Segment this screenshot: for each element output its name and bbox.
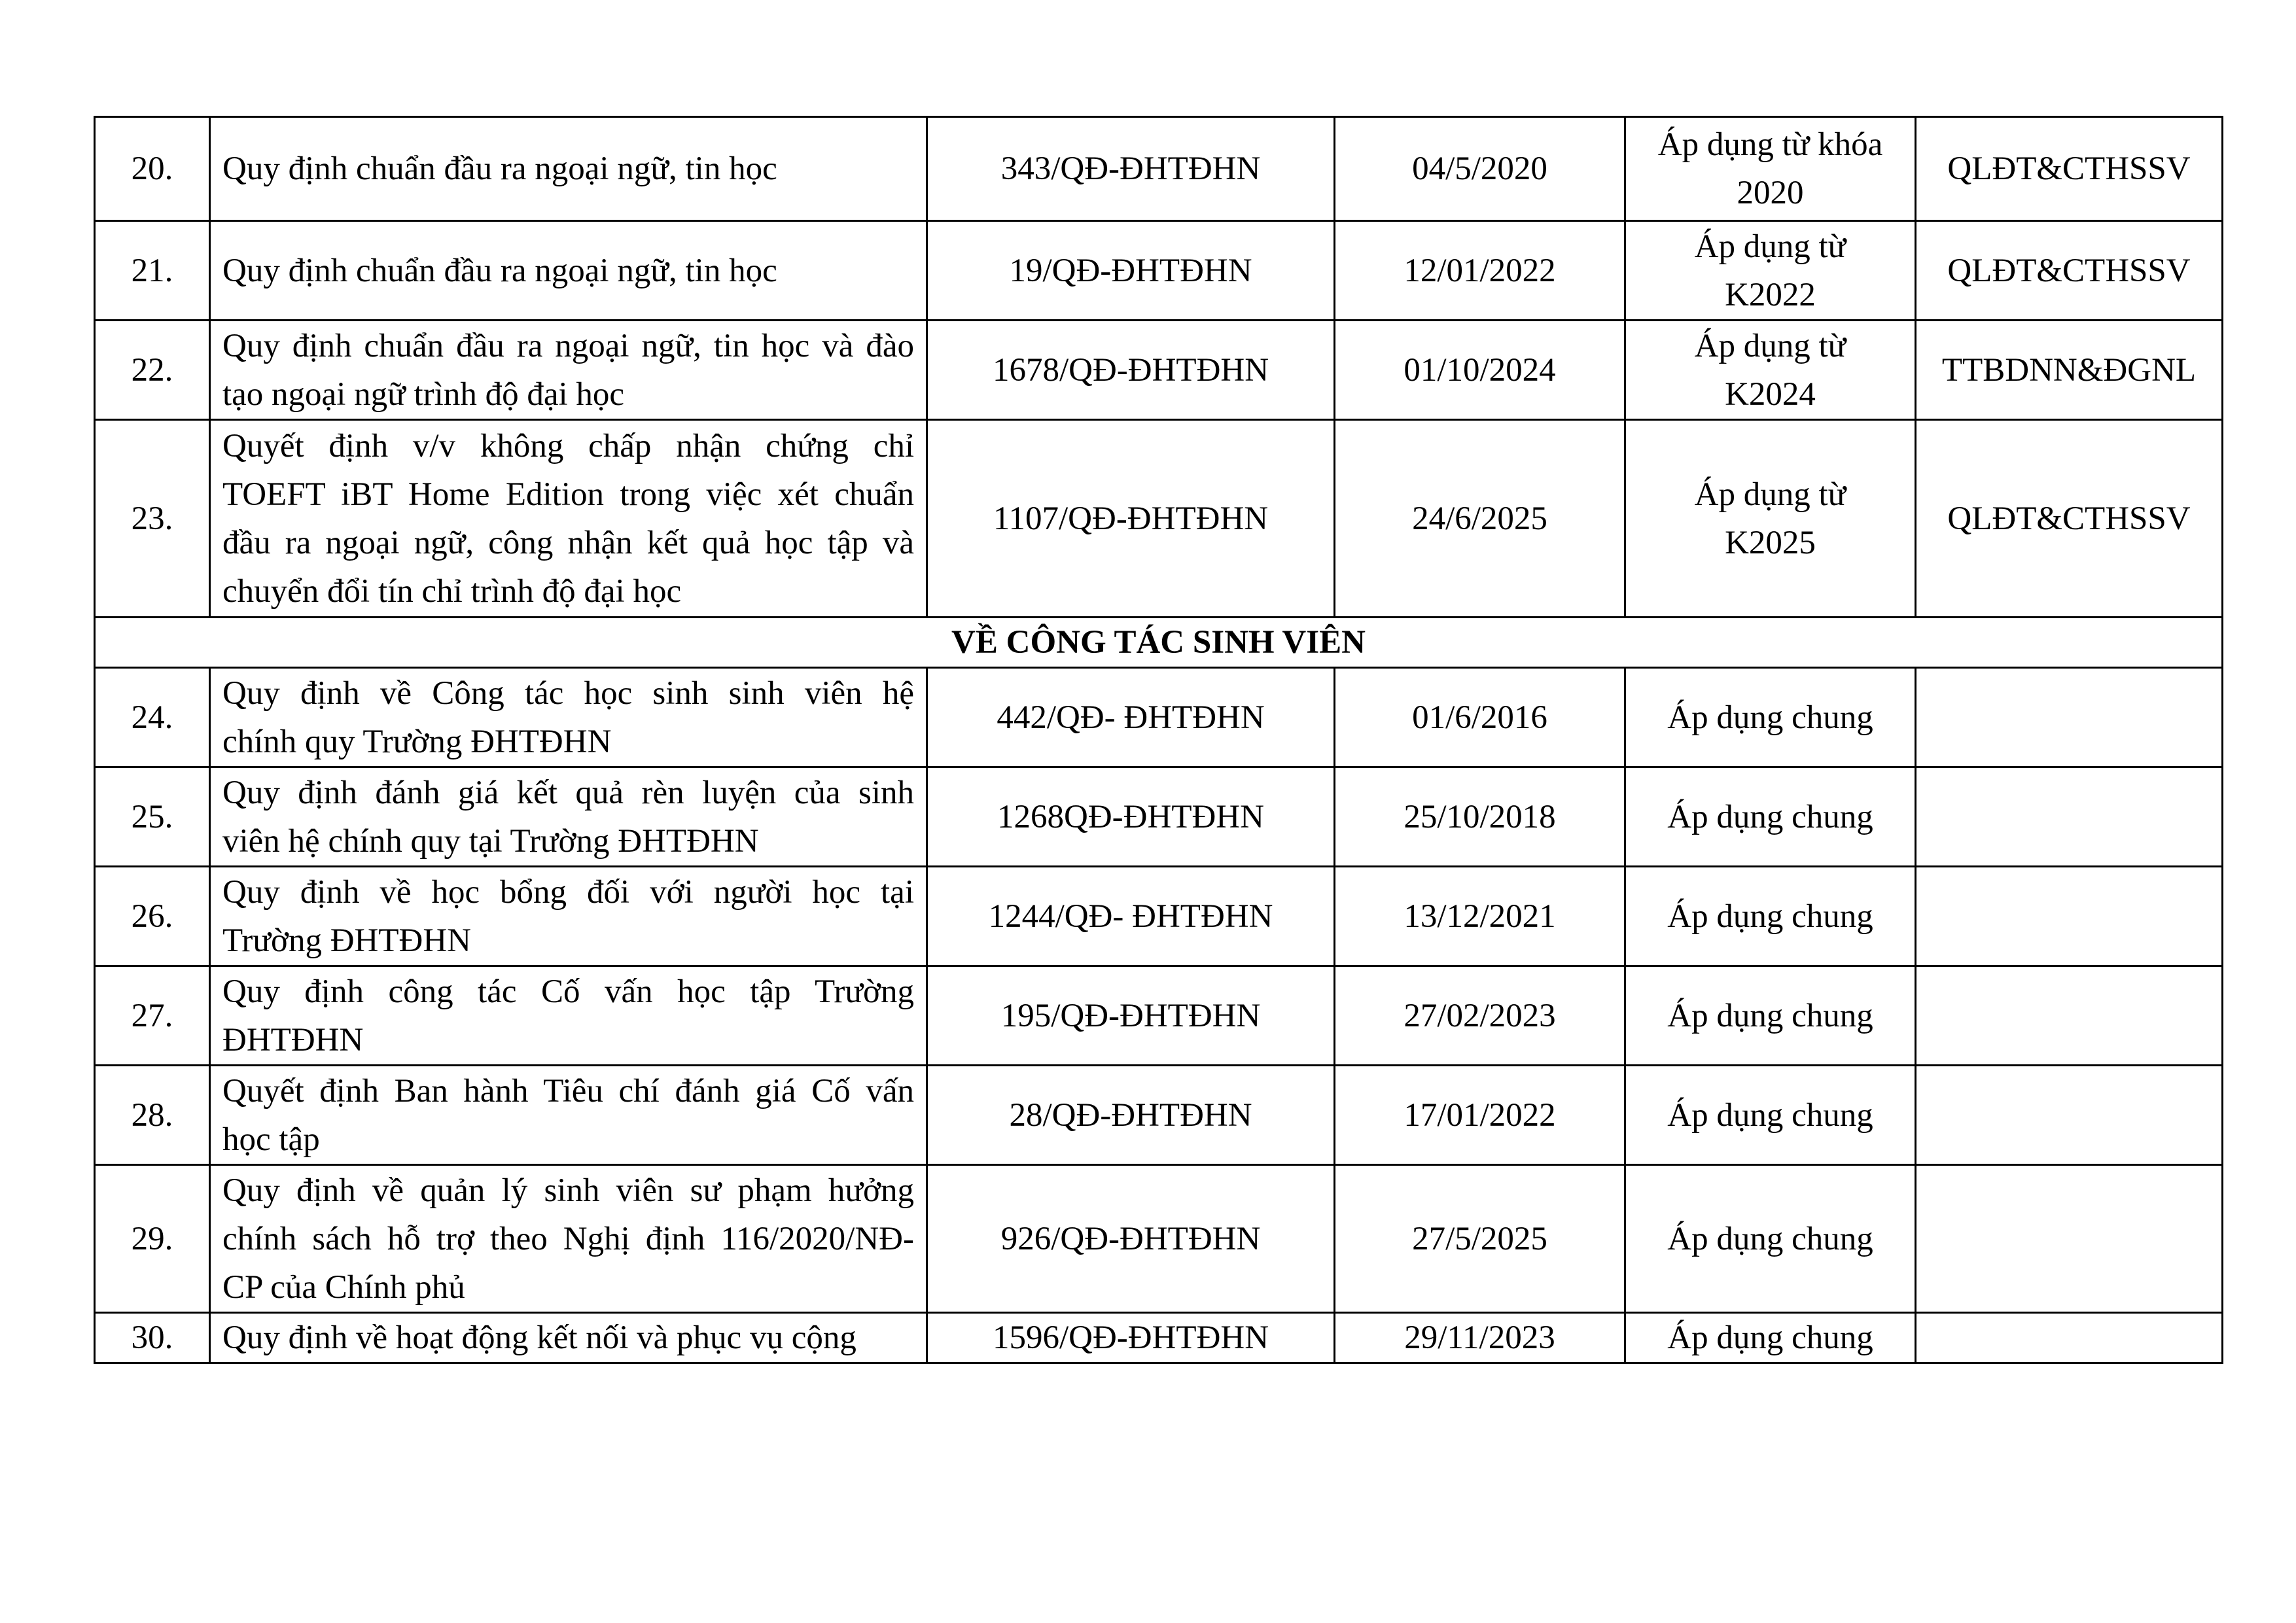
document-title [210,867,927,966]
issue-date: 27/02/2023 [1335,966,1625,1066]
row-number: 30. [95,1313,210,1363]
row-number: 20. [95,117,210,221]
row-number: 29. [95,1165,210,1313]
issue-date: 12/01/2022 [1335,221,1625,321]
application-scope-line: Áp dụng từ khóa [1657,126,1883,163]
application-scope [1625,668,1916,767]
decision-number: 1107/QĐ-ĐHTĐHN [927,420,1335,618]
document-title [210,1066,927,1165]
regulations-table [94,116,2223,1364]
document-title-line: Quy định về hoạt động kết nối và phục vụ cộng [222,1319,857,1356]
document-title-line: Quy định chuẩn đầu ra ngoại ngữ, tin học và đào [222,327,914,364]
issue-date: 25/10/2018 [1335,767,1625,867]
table-body-section [95,618,2223,668]
application-scope [1625,867,1916,966]
document-title-line: ĐHTĐHN [222,1021,364,1058]
document-title-line: Trường ĐHTĐHN [222,922,472,959]
document-title [210,321,927,420]
responsible-unit: TTBDNN&ĐGNL [1916,321,2223,420]
section-heading: VỀ CÔNG TÁC SINH VIÊN [95,618,2223,668]
document-title [210,420,927,618]
table-row [95,221,2223,321]
application-scope [1625,966,1916,1066]
responsible-unit: QLĐT&CTHSSV [1916,420,2223,618]
document-title [210,117,927,221]
table-row [95,420,2223,618]
application-scope [1625,767,1916,867]
application-scope [1625,1165,1916,1313]
table-row [95,1313,2223,1363]
issue-date: 17/01/2022 [1335,1066,1625,1165]
table-row [95,966,2223,1066]
decision-number: 1596/QĐ-ĐHTĐHN [927,1313,1335,1363]
application-scope-line: Áp dụng chung [1667,798,1873,835]
document-title-line: Quy định chuẩn đầu ra ngoại ngữ, tin học [222,252,777,289]
document-title-line: Quy định đánh giá kết quả rèn luyện của sinh [222,774,914,811]
document-title-line: Quy định chuẩn đầu ra ngoại ngữ, tin học [222,150,777,187]
document-title-line: viên hệ chính quy tại Trường ĐHTĐHN [222,822,759,860]
row-number: 28. [95,1066,210,1165]
document-title [210,767,927,867]
application-scope-line: Áp dụng chung [1667,1096,1873,1134]
row-number: 27. [95,966,210,1066]
application-scope-line: K2024 [1725,375,1816,413]
application-scope [1625,117,1916,221]
decision-number: 19/QĐ-ĐHTĐHN [927,221,1335,321]
document-title-line: Quy định về học bổng đối với người học tại [222,873,914,911]
table-row [95,1165,2223,1313]
document-title-line: học tập [222,1121,320,1158]
application-scope [1625,420,1916,618]
row-number: 23. [95,420,210,618]
responsible-unit [1916,867,2223,966]
document-title-line: TOEFT iBT Home Edition trong việc xét chuẩn [222,476,914,513]
document-title-line: CP của Chính phủ [222,1268,465,1306]
responsible-unit [1916,1165,2223,1313]
table-row [95,1066,2223,1165]
document-title-line: Quyết định v/v không chấp nhận chứng chỉ [222,427,914,464]
table-body-training [95,117,2223,618]
application-scope-line: Áp dụng chung [1667,1319,1873,1356]
decision-number: 1244/QĐ- ĐHTĐHN [927,867,1335,966]
issue-date: 13/12/2021 [1335,867,1625,966]
application-scope [1625,1066,1916,1165]
row-number: 26. [95,867,210,966]
table-body-students [95,668,2223,1363]
responsible-unit [1916,767,2223,867]
application-scope-line: K2025 [1725,524,1816,561]
application-scope-line: 2020 [1737,175,1804,211]
document-title [210,1313,927,1363]
application-scope-line: Áp dụng chung [1667,1220,1873,1257]
application-scope-line: K2022 [1725,276,1816,313]
application-scope-line: Áp dụng từ [1694,476,1846,513]
section-heading-row [95,618,2223,668]
responsible-unit [1916,1313,2223,1363]
table-row [95,321,2223,420]
issue-date: 29/11/2023 [1335,1313,1625,1363]
application-scope-line: Áp dụng chung [1667,699,1873,736]
application-scope-line: Áp dụng chung [1667,898,1873,935]
decision-number: 926/QĐ-ĐHTĐHN [927,1165,1335,1313]
document-title-line: Quy định về quản lý sinh viên sư phạm hưởng [222,1172,914,1209]
issue-date: 01/10/2024 [1335,321,1625,420]
decision-number: 442/QĐ- ĐHTĐHN [927,668,1335,767]
responsible-unit [1916,668,2223,767]
document-title-line: tạo ngoại ngữ trình độ đại học [222,375,625,413]
issue-date: 04/5/2020 [1335,117,1625,221]
application-scope-line: Áp dụng từ [1694,327,1846,364]
decision-number: 1678/QĐ-ĐHTĐHN [927,321,1335,420]
document-title [210,221,927,321]
document-title [210,966,927,1066]
table-row [95,867,2223,966]
row-number: 25. [95,767,210,867]
decision-number: 28/QĐ-ĐHTĐHN [927,1066,1335,1165]
row-number: 24. [95,668,210,767]
table-row [95,117,2223,221]
row-number: 21. [95,221,210,321]
document-title [210,1165,927,1313]
responsible-unit: QLĐT&CTHSSV [1916,117,2223,221]
table-row [95,767,2223,867]
issue-date: 01/6/2016 [1335,668,1625,767]
responsible-unit [1916,966,2223,1066]
document-title-line: chính sách hỗ trợ theo Nghị định 116/2020/NĐ- [222,1220,914,1257]
application-scope [1625,1313,1916,1363]
document-title-line: Quyết định Ban hành Tiêu chí đánh giá Cố vấn [222,1072,914,1109]
application-scope [1625,221,1916,321]
responsible-unit [1916,1066,2223,1165]
document-title-line: Quy định về Công tác học sinh sinh viên hệ [222,674,914,712]
decision-number: 1268QĐ-ĐHTĐHN [927,767,1335,867]
document-title-line: Quy định công tác Cố vấn học tập Trường [222,973,914,1010]
row-number: 22. [95,321,210,420]
decision-number: 195/QĐ-ĐHTĐHN [927,966,1335,1066]
decision-number: 343/QĐ-ĐHTĐHN [927,117,1335,221]
document-title [210,668,927,767]
document-title-line: chính quy Trường ĐHTĐHN [222,723,612,760]
responsible-unit: QLĐT&CTHSSV [1916,221,2223,321]
application-scope [1625,321,1916,420]
application-scope-line: Áp dụng từ [1694,228,1846,265]
application-scope-line: Áp dụng chung [1667,997,1873,1034]
document-title-line: chuyển đổi tín chỉ trình độ đại học [222,572,682,610]
table-row [95,668,2223,767]
document-title-line: đầu ra ngoại ngữ, công nhận kết quả học tập và [222,524,914,561]
issue-date: 24/6/2025 [1335,420,1625,618]
issue-date: 27/5/2025 [1335,1165,1625,1313]
